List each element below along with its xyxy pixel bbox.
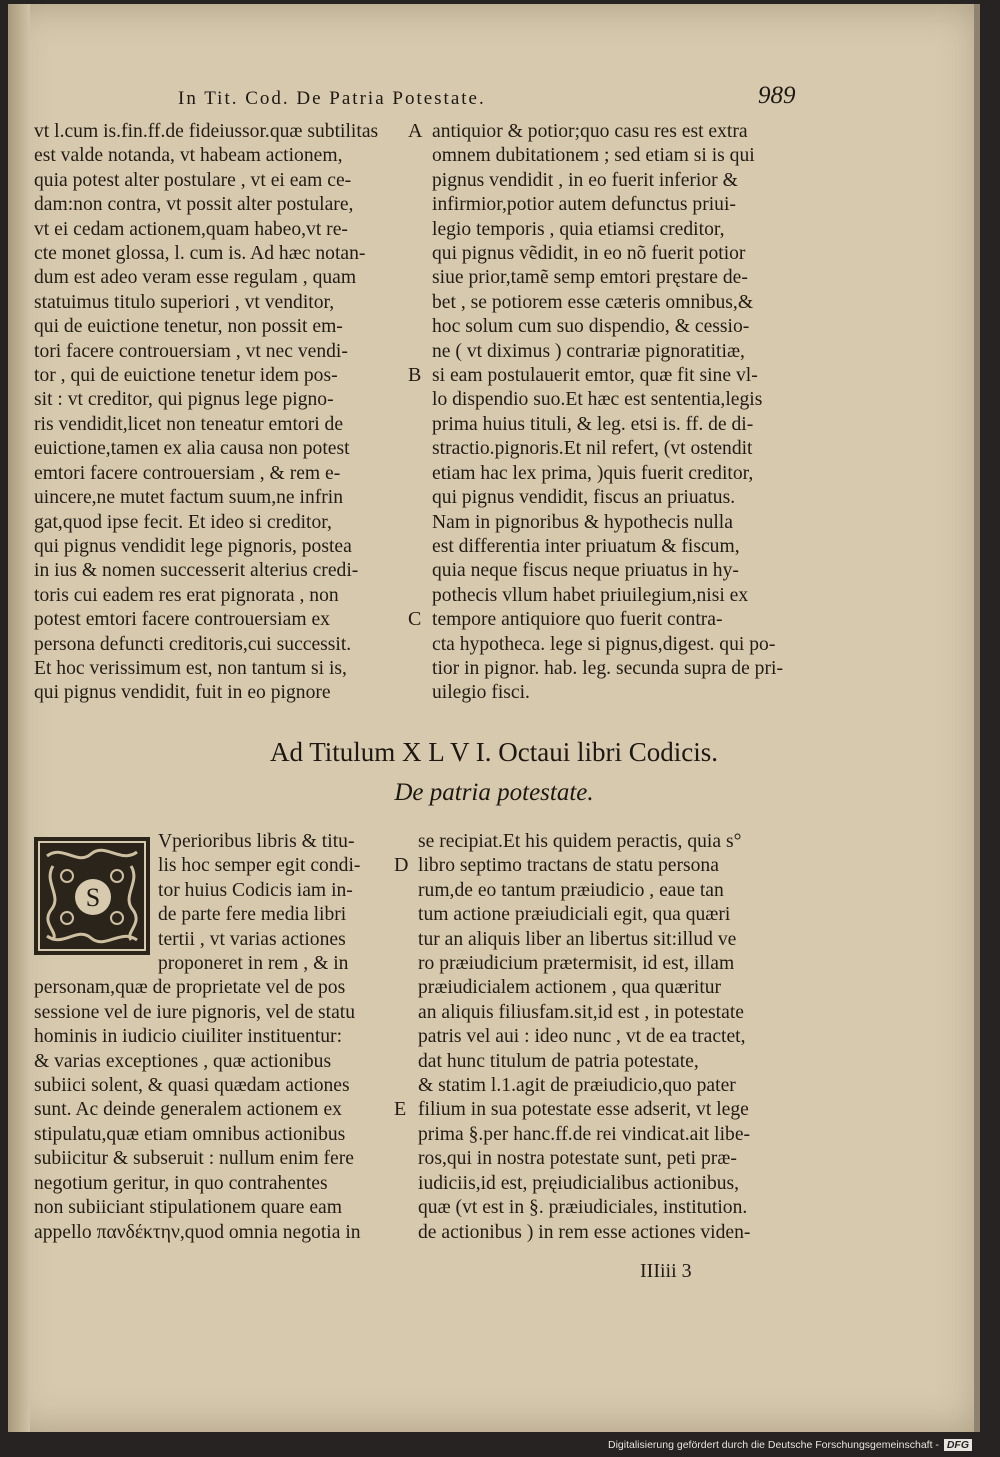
text-line: libro septimo tractans de statu persona: [418, 855, 719, 877]
text-line: hoc solum cum suo dispendio, & cessio-: [432, 316, 750, 338]
text-line: se recipiat.Et his quidem peractis, quia s°: [418, 831, 742, 852]
text-line: Vperioribus libris & titu-: [158, 831, 355, 852]
text-line: lis hoc semper egit condi-: [158, 855, 361, 877]
text-line: Nam in pignoribus & hypothecis nulla: [432, 511, 733, 533]
text-line: prima huius tituli, & leg. etsi is. ff. de di-: [432, 413, 754, 435]
text-line: ris vendidit,licet non teneatur emtori de: [34, 413, 344, 435]
book-page: [8, 4, 980, 1432]
text-line: præiudicialem actionem , qua quæritur: [418, 977, 722, 999]
text-line: tor huius Codicis iam in-: [158, 879, 353, 901]
text-line: qui pignus vendidit, fuit in eo pignore: [34, 682, 331, 704]
text-line: patris vel aui : ideo nunc , vt de ea tractet,: [418, 1026, 746, 1048]
text-line: euictione,tamen ex alia causa non potest: [34, 438, 350, 460]
text-line: cta hypotheca. lege si pignus,digest. qui po-: [432, 633, 776, 655]
page-edge: [974, 4, 980, 1432]
text-line: an aliquis filiusfam.sit,id est , in potestate: [418, 1001, 744, 1023]
text-line: si eam postulauerit emtor, quæ fit sine vl-: [432, 365, 758, 387]
text-line: legio temporis , quia etiamsi creditor,: [432, 218, 725, 240]
lower-right-column: [418, 830, 803, 1245]
text-line: iudiciis,id est, pręiudicialibus actionibus,: [418, 1172, 740, 1194]
margin-marker-e: E: [394, 1098, 407, 1120]
running-title: In Tit. Cod. De Patria Potestate.: [178, 88, 486, 109]
text-line: tempore antiquiore quo fuerit contra-: [432, 609, 723, 631]
text-line: subiicitur & subseruit : nullum enim fere: [34, 1148, 354, 1170]
text-line: siue prior,tamẽ semp emtori pręstare de-: [432, 267, 748, 289]
text-line: pignus vendidit , in eo fuerit inferior &: [432, 169, 738, 191]
text-line: dam:non contra, vt possit alter postulare,: [34, 194, 354, 216]
text-line: quia neque fiscus neque priuatus in hy-: [432, 560, 739, 582]
text-line: bet , se potiorem esse cæteris omnibus,&: [432, 291, 754, 313]
text-line: stractio.pignoris.Et nil refert, (vt ostendit: [432, 438, 753, 460]
text-line: gat,quod ipse fecit. Et ideo si creditor,: [34, 511, 332, 533]
text-line: de parte fere media libri: [158, 904, 347, 926]
upper-right-column: [432, 120, 802, 706]
text-line: subiici solent, & quasi quædam actiones: [34, 1075, 350, 1097]
catchword: IIIiii 3: [640, 1260, 692, 1282]
text-line: qui de euictione tenetur, non possit em-: [34, 316, 343, 338]
text-line: non subiiciant stipulationem quare eam: [34, 1197, 342, 1219]
text-line: quæ (vt est in §. præiudiciales, institution.: [418, 1197, 748, 1219]
initial-letter: S: [85, 883, 101, 912]
text-line: proponeret in rem , & in: [158, 953, 349, 975]
text-line: statuimus titulo superiori , vt venditor,: [34, 291, 335, 313]
text-line: est differentia inter priuatum & fiscum,: [432, 535, 740, 557]
footer-attribution: [608, 1439, 998, 1451]
text-line: qui pignus vẽdidit, in eo nõ fuerit potior: [432, 243, 746, 265]
upper-left-column: [34, 120, 404, 706]
margin-marker-c: C: [408, 608, 422, 630]
text-line: sessione vel de iure pignoris, vel de statu: [34, 1001, 356, 1023]
text-line: qui pignus vendidit, fiscus an priuatus.: [432, 487, 736, 509]
text-line: rum,de eo tantum præiudicio , eaue tan: [418, 879, 724, 901]
text-line: uilegio fisci.: [432, 682, 530, 704]
dfg-logo-icon: DFG: [944, 1439, 972, 1451]
text-line: lo dispendio suo.Et hæc est sententia,legis: [432, 389, 763, 411]
text-line: emtori facere controuersiam , & rem e-: [34, 462, 341, 484]
text-line: potest emtori facere controuersiam ex: [34, 609, 330, 631]
text-line: infirmior,potior autem defunctus priui-: [432, 194, 736, 216]
text-line: dat hunc titulum de patria potestate,: [418, 1050, 699, 1072]
text-line: antiquior & potior;quo casu res est extra: [432, 121, 748, 142]
text-line: toris cui eadem res erat pignorata , non: [34, 584, 339, 606]
text-line: vt l.cum is.fin.ff.de fideiussor.quæ subtilitas: [34, 121, 379, 142]
margin-marker-b: B: [408, 364, 422, 386]
text-line: quia potest alter postulare , vt ei eam ce-: [34, 169, 352, 191]
text-line: qui pignus vendidit lege pignoris, postea: [34, 535, 352, 557]
text-line: tori facere controuersiam , vt nec vendi-: [34, 340, 348, 362]
text-line: omnem dubitationem ; sed etiam si is qui: [432, 145, 755, 167]
text-line: tur an aliquis liber an libertus sit:illud ve: [418, 928, 737, 950]
text-line: est valde notanda, vt habeam actionem,: [34, 145, 343, 167]
text-line: vt ei cedam actionem,quam habeo,vt re-: [34, 218, 348, 240]
text-line: prima §.per hanc.ff.de rei vindicat.ait libe-: [418, 1123, 751, 1145]
text-line: filium in sua potestate esse adserit, vt lege: [418, 1099, 749, 1121]
text-line: personam,quæ de proprietate vel de pos: [34, 977, 346, 999]
text-line: tertii , vt varias actiones: [158, 928, 346, 950]
text-line: & varias exceptiones , quæ actionibus: [34, 1050, 332, 1072]
text-line: & statim l.1.agit de præiudicio,quo pater: [418, 1075, 736, 1097]
text-line: etiam hac lex prima, )quis fuerit creditor,: [432, 462, 754, 484]
page-number: 989: [758, 82, 796, 109]
text-line: persona defuncti creditoris,cui successit.: [34, 633, 352, 655]
margin-marker-a: A: [408, 120, 423, 142]
text-line: uincere,ne mutet factum suum,ne infrin: [34, 487, 344, 509]
text-line: ne ( vt diximus ) contrariæ pignoratitiæ,: [432, 340, 745, 362]
text-line: ro præiudicium prætermisit, id est, illam: [418, 953, 735, 975]
text-line: tum actione præiudiciali egit, qua quæri: [418, 904, 731, 926]
text-line: sit : vt creditor, qui pignus lege pigno-: [34, 389, 334, 411]
text-line: pothecis vllum habet priuilegium,nisi ex: [432, 584, 749, 606]
text-line: in ius & nomen successerit alterius credi-: [34, 560, 359, 582]
text-line: de actionibus ) in rem esse actiones viden-: [418, 1221, 751, 1243]
text-line: sunt. Ac deinde generalem actionem ex: [34, 1099, 342, 1121]
section-subtitle: De patria potestate.: [394, 779, 594, 806]
text-line: Et hoc verissimum est, non tantum si is,: [34, 657, 347, 679]
text-line: stipulatu,quæ etiam omnibus actionibus: [34, 1123, 346, 1145]
text-line: ros,qui in nostra potestate sunt, peti præ-: [418, 1148, 737, 1170]
section-title: Ad Titulum X L V I. Octaui libri Codicis.: [269, 737, 719, 767]
text-line: cte monet glossa, l. cum is. Ad hæc notan-: [34, 243, 366, 265]
text-line: appello πανδέκτην,quod omnia negotia in: [34, 1221, 361, 1243]
page-spine-shadow: [8, 4, 30, 1432]
lower-left-column: [34, 830, 407, 1245]
text-line: negotium geritur, in quo contrahentes: [34, 1172, 328, 1194]
text-line: tor , qui de euictione tenetur idem pos-: [34, 365, 338, 387]
text-line: tior in pignor. hab. leg. secunda supra de pri-: [432, 657, 783, 679]
text-line: dum est adeo veram esse regulam , quam: [34, 267, 357, 289]
margin-marker-d: D: [394, 854, 409, 876]
footer-text: Digitalisierung gefördert durch die Deutsche Forschungsgemeinschaft -: [608, 1439, 939, 1451]
text-line: hominis in iudicio ciuiliter instituentur:: [34, 1026, 343, 1048]
